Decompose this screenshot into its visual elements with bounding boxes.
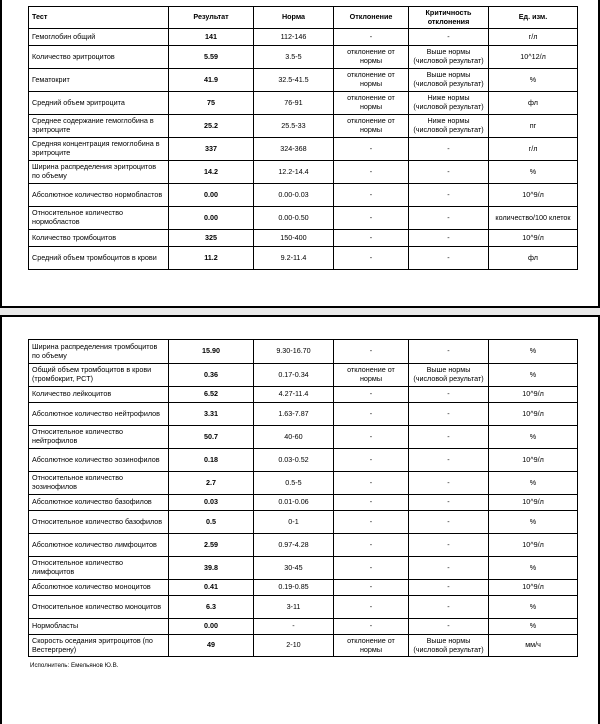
cell-deviation: - <box>334 230 409 247</box>
cell-result: 39.8 <box>169 557 254 580</box>
cell-norm: 32.5-41.5 <box>254 69 334 92</box>
cell-norm: 30-45 <box>254 557 334 580</box>
cell-norm: 0-1 <box>254 511 334 534</box>
cell-criticality: - <box>409 534 489 557</box>
table-row <box>29 115 578 138</box>
cell-result: 0.00 <box>169 619 254 635</box>
cell-deviation: - <box>334 29 409 46</box>
cell-unit: % <box>489 69 578 92</box>
report-page-2 <box>0 315 600 724</box>
table-row <box>29 596 578 619</box>
table-header-row <box>29 7 578 29</box>
cell-deviation: - <box>334 511 409 534</box>
cell-unit: % <box>489 364 578 387</box>
cell-deviation: - <box>334 387 409 403</box>
cell-test: Абсолютное количество лимфоцитов <box>29 534 169 557</box>
cell-test: Относительное количество базофилов <box>29 511 169 534</box>
cell-norm: 112-146 <box>254 29 334 46</box>
cell-test: Абсолютное количество базофилов <box>29 495 169 511</box>
report-page-1 <box>0 0 600 308</box>
cell-unit: 10^9/л <box>489 387 578 403</box>
cell-norm: 2-10 <box>254 635 334 657</box>
cell-result: 14.2 <box>169 161 254 184</box>
cell-criticality: - <box>409 580 489 596</box>
cell-unit: количество/100 клеток <box>489 207 578 230</box>
cell-result: 41.9 <box>169 69 254 92</box>
cell-criticality: - <box>409 138 489 161</box>
cell-deviation: отклонение от нормы <box>334 635 409 657</box>
cell-result: 25.2 <box>169 115 254 138</box>
cell-test: Средний объем тромбоцитов в крови <box>29 247 169 270</box>
cell-criticality: - <box>409 495 489 511</box>
table-row <box>29 619 578 635</box>
cell-test: Абсолютное количество нормобластов <box>29 184 169 207</box>
cell-result: 6.3 <box>169 596 254 619</box>
cell-criticality: Ниже нормы (числовой результат) <box>409 115 489 138</box>
cell-unit: 10^9/л <box>489 534 578 557</box>
cell-norm: 12.2-14.4 <box>254 161 334 184</box>
cell-unit: 10^12/л <box>489 46 578 69</box>
cell-unit: % <box>489 511 578 534</box>
table-row <box>29 92 578 115</box>
table-row <box>29 69 578 92</box>
table-row <box>29 29 578 46</box>
cell-unit: % <box>489 619 578 635</box>
cell-norm: 76-91 <box>254 92 334 115</box>
cell-criticality: - <box>409 472 489 495</box>
page-gap <box>0 308 600 315</box>
signature: Исполнитель: Емельянов Ю.В. <box>30 662 119 669</box>
cell-unit: 10^9/л <box>489 230 578 247</box>
cell-norm: 150-400 <box>254 230 334 247</box>
cell-criticality: - <box>409 449 489 472</box>
table-row <box>29 403 578 426</box>
cell-deviation: - <box>334 207 409 230</box>
header-unit: Ед. изм. <box>489 7 578 29</box>
cell-unit: 10^9/л <box>489 495 578 511</box>
cell-deviation: - <box>334 580 409 596</box>
cell-deviation: - <box>334 184 409 207</box>
cell-unit: % <box>489 340 578 364</box>
table-row <box>29 387 578 403</box>
cell-unit: фл <box>489 247 578 270</box>
table-row <box>29 635 578 657</box>
cell-deviation: отклонение от нормы <box>334 69 409 92</box>
cell-deviation: отклонение от нормы <box>334 115 409 138</box>
table-row <box>29 364 578 387</box>
cell-deviation: отклонение от нормы <box>334 92 409 115</box>
cell-criticality: Выше нормы (числовой результат) <box>409 69 489 92</box>
cell-norm: 4.27-11.4 <box>254 387 334 403</box>
cell-unit: пг <box>489 115 578 138</box>
cell-criticality: Выше нормы (числовой результат) <box>409 46 489 69</box>
cell-unit: % <box>489 161 578 184</box>
cell-test: Относительное количество моноцитов <box>29 596 169 619</box>
cell-deviation: отклонение от нормы <box>334 46 409 69</box>
cell-result: 0.00 <box>169 207 254 230</box>
cell-test: Средняя концентрация гемоглобина в эритроците <box>29 138 169 161</box>
table-row <box>29 534 578 557</box>
cell-norm: 0.00-0.50 <box>254 207 334 230</box>
cell-test: Количество лейкоцитов <box>29 387 169 403</box>
cell-test: Средний объем эритроцита <box>29 92 169 115</box>
cell-result: 49 <box>169 635 254 657</box>
cell-criticality: - <box>409 247 489 270</box>
cell-test: Ширина распределения эритроцитов по объему <box>29 161 169 184</box>
cell-test: Количество тромбоцитов <box>29 230 169 247</box>
cell-test: Скорость оседания эритроцитов (по Вестергрену) <box>29 635 169 657</box>
cell-test: Относительное количество лимфоцитов <box>29 557 169 580</box>
cell-result: 15.90 <box>169 340 254 364</box>
cell-result: 11.2 <box>169 247 254 270</box>
cell-result: 337 <box>169 138 254 161</box>
cell-deviation: - <box>334 449 409 472</box>
cell-test: Абсолютное количество эозинофилов <box>29 449 169 472</box>
cell-norm: 3-11 <box>254 596 334 619</box>
cell-unit: 10^9/л <box>489 580 578 596</box>
cell-deviation: - <box>334 495 409 511</box>
cell-test: Относительное количество нейтрофилов <box>29 426 169 449</box>
cell-criticality: - <box>409 511 489 534</box>
header-criticality: Критичность отклонения <box>409 7 489 29</box>
table-row <box>29 207 578 230</box>
cell-deviation: - <box>334 534 409 557</box>
cell-criticality: - <box>409 619 489 635</box>
cell-result: 0.36 <box>169 364 254 387</box>
cell-norm: 9.2-11.4 <box>254 247 334 270</box>
cell-criticality: - <box>409 426 489 449</box>
cell-norm: 25.5-33 <box>254 115 334 138</box>
cell-deviation: - <box>334 161 409 184</box>
table-row <box>29 230 578 247</box>
cell-test: Среднее содержание гемоглобина в эритроците <box>29 115 169 138</box>
cell-deviation: - <box>334 247 409 270</box>
cell-deviation: - <box>334 557 409 580</box>
cell-deviation: - <box>334 403 409 426</box>
cell-test: Нормобласты <box>29 619 169 635</box>
cell-deviation: - <box>334 426 409 449</box>
cell-criticality: Выше нормы (числовой результат) <box>409 635 489 657</box>
cell-result: 2.7 <box>169 472 254 495</box>
cell-result: 5.59 <box>169 46 254 69</box>
cell-norm: 0.17-0.34 <box>254 364 334 387</box>
cell-unit: мм/ч <box>489 635 578 657</box>
cell-test: Общий объем тромбоцитов в крови (тромбокрит, PCT) <box>29 364 169 387</box>
cell-unit: 10^9/л <box>489 403 578 426</box>
table-row <box>29 138 578 161</box>
cell-deviation: - <box>334 619 409 635</box>
cell-result: 50.7 <box>169 426 254 449</box>
table-row <box>29 161 578 184</box>
cell-criticality: - <box>409 230 489 247</box>
cell-deviation: отклонение от нормы <box>334 364 409 387</box>
cell-unit: г/л <box>489 138 578 161</box>
cell-criticality: - <box>409 596 489 619</box>
cell-norm: - <box>254 619 334 635</box>
cell-norm: 0.97-4.28 <box>254 534 334 557</box>
cell-result: 2.59 <box>169 534 254 557</box>
cell-criticality: Ниже нормы (числовой результат) <box>409 92 489 115</box>
cell-deviation: - <box>334 138 409 161</box>
cell-result: 0.41 <box>169 580 254 596</box>
results-table-1 <box>28 6 578 270</box>
cell-test: Абсолютное количество нейтрофилов <box>29 403 169 426</box>
cell-test: Ширина распределения тромбоцитов по объему <box>29 340 169 364</box>
header-test: Тест <box>29 7 169 29</box>
cell-norm: 40-60 <box>254 426 334 449</box>
cell-criticality: - <box>409 207 489 230</box>
table-row <box>29 449 578 472</box>
cell-norm: 3.5-5 <box>254 46 334 69</box>
cell-test: Гематокрит <box>29 69 169 92</box>
table-row <box>29 340 578 364</box>
table-row <box>29 184 578 207</box>
cell-result: 75 <box>169 92 254 115</box>
table-row <box>29 46 578 69</box>
header-result: Результат <box>169 7 254 29</box>
cell-criticality: - <box>409 403 489 426</box>
cell-result: 0.18 <box>169 449 254 472</box>
cell-test: Относительное количество нормобластов <box>29 207 169 230</box>
cell-criticality: Выше нормы (числовой результат) <box>409 364 489 387</box>
header-norm: Норма <box>254 7 334 29</box>
cell-norm: 0.03-0.52 <box>254 449 334 472</box>
table-row <box>29 247 578 270</box>
cell-norm: 0.00-0.03 <box>254 184 334 207</box>
cell-unit: фл <box>489 92 578 115</box>
cell-result: 325 <box>169 230 254 247</box>
cell-criticality: - <box>409 557 489 580</box>
table-row <box>29 511 578 534</box>
cell-result: 3.31 <box>169 403 254 426</box>
cell-unit: % <box>489 557 578 580</box>
cell-result: 0.03 <box>169 495 254 511</box>
cell-deviation: - <box>334 340 409 364</box>
cell-test: Гемоглобин общий <box>29 29 169 46</box>
cell-norm: 0.5-5 <box>254 472 334 495</box>
cell-result: 6.52 <box>169 387 254 403</box>
cell-unit: г/л <box>489 29 578 46</box>
table-row <box>29 495 578 511</box>
cell-criticality: - <box>409 161 489 184</box>
cell-criticality: - <box>409 387 489 403</box>
cell-test: Абсолютное количество моноцитов <box>29 580 169 596</box>
cell-unit: % <box>489 472 578 495</box>
cell-criticality: - <box>409 340 489 364</box>
cell-unit: 10^9/л <box>489 449 578 472</box>
cell-unit: % <box>489 596 578 619</box>
cell-deviation: - <box>334 472 409 495</box>
cell-result: 141 <box>169 29 254 46</box>
cell-test: Относительное количество эозинофилов <box>29 472 169 495</box>
table-row <box>29 472 578 495</box>
cell-norm: 0.01-0.06 <box>254 495 334 511</box>
table-row <box>29 580 578 596</box>
cell-norm: 9.30-16.70 <box>254 340 334 364</box>
table-row <box>29 426 578 449</box>
cell-norm: 324-368 <box>254 138 334 161</box>
cell-norm: 1.63-7.87 <box>254 403 334 426</box>
cell-criticality: - <box>409 29 489 46</box>
header-deviation: Отклонение <box>334 7 409 29</box>
cell-unit: 10^9/л <box>489 184 578 207</box>
cell-unit: % <box>489 426 578 449</box>
table-row <box>29 557 578 580</box>
cell-deviation: - <box>334 596 409 619</box>
cell-result: 0.00 <box>169 184 254 207</box>
cell-criticality: - <box>409 184 489 207</box>
results-table-2 <box>28 339 578 657</box>
cell-norm: 0.19-0.85 <box>254 580 334 596</box>
cell-test: Количество эритроцитов <box>29 46 169 69</box>
cell-result: 0.5 <box>169 511 254 534</box>
